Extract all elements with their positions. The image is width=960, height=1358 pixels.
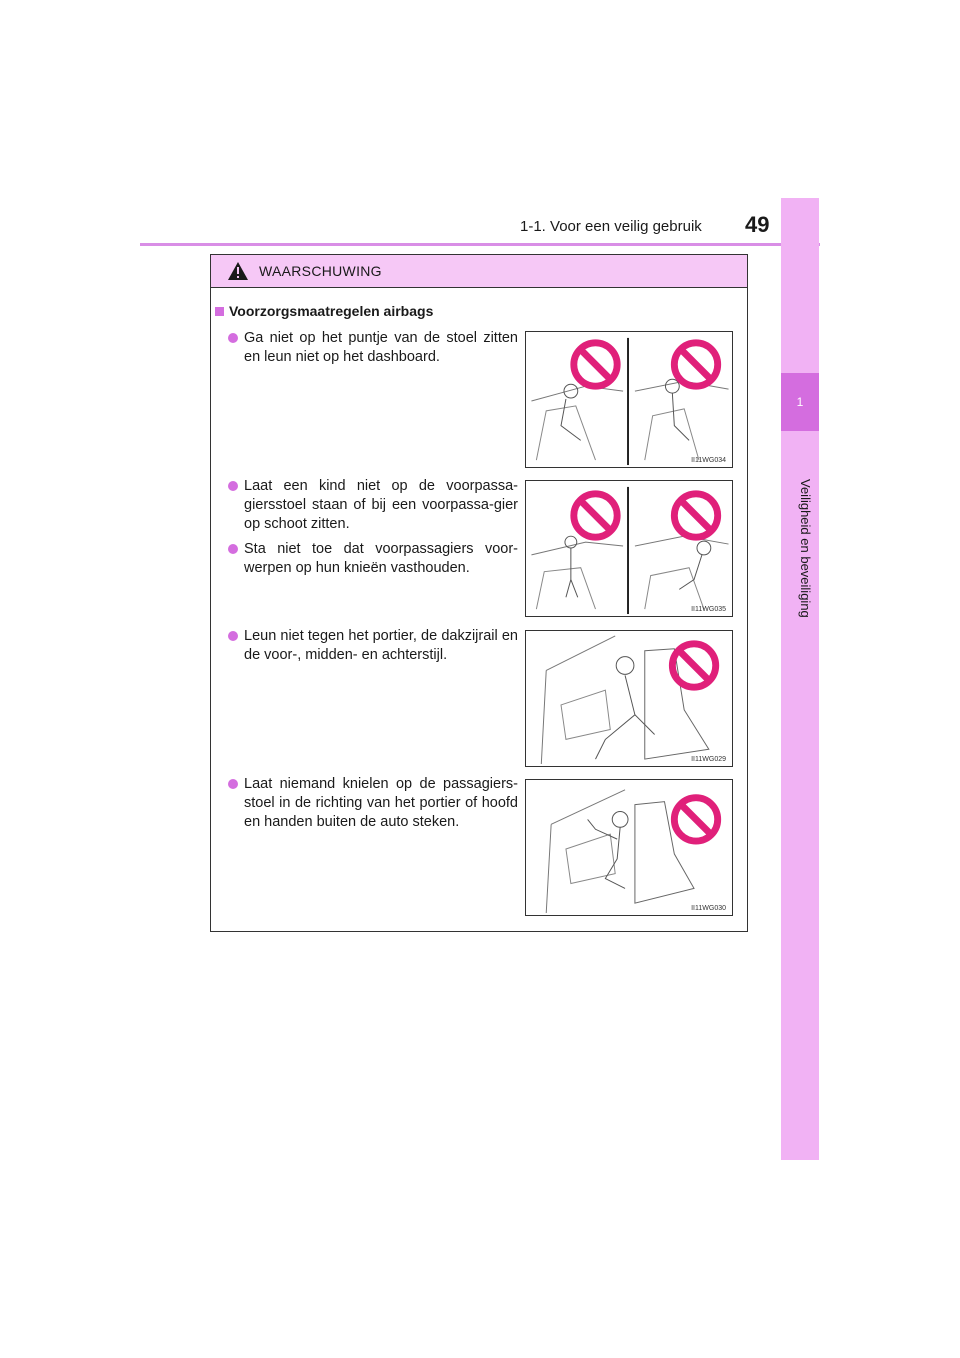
bullet-item: Ga niet op het puntje van de stoel zitten en leun niet op het dashboard. (228, 329, 518, 367)
square-bullet-icon (215, 307, 224, 316)
bullet-group-2 (228, 477, 518, 584)
figure-code: II11WG029 (691, 756, 726, 763)
warning-heading: WAARSCHUWING (259, 263, 382, 279)
bullet-item: Laat niemand knielen op de passagiers-stoel in de richting van het portier of hoofd en handen buiten de auto steken. (228, 775, 518, 832)
figure-code: II11WG030 (691, 905, 726, 912)
warning-triangle-icon (227, 261, 249, 281)
header-rule (140, 243, 820, 246)
bullet-dot-icon (228, 544, 238, 554)
bullet-dot-icon (228, 333, 238, 343)
chapter-side-tab (781, 198, 819, 1160)
illustration-1 (525, 331, 733, 468)
figure-code: II11WG035 (691, 606, 726, 613)
page-number: 49 (745, 212, 770, 237)
bullet-dot-icon (228, 779, 238, 789)
bullet-item: Sta niet toe dat voorpassagiers voor-werpen op hun knieën vasthouden. (228, 540, 518, 578)
section-title-text: Voorzorgsmaatregelen airbags (229, 303, 434, 319)
no-leaning-dashboard-illustration (526, 332, 732, 467)
bullet-item: Leun niet tegen het portier, de dakzijrail en de voor-, midden- en achterstijl. (228, 627, 518, 665)
no-kneeling-illustration (526, 780, 732, 915)
bullet-group-4 (228, 775, 518, 838)
warning-header (211, 255, 747, 288)
bullet-group-1 (228, 329, 518, 373)
bullet-item: Laat een kind niet op de voorpassa-giersstoel staan of bij een voorpassa-gier op schoot zitten. (228, 477, 518, 534)
illustration-2 (525, 480, 733, 617)
no-child-standing-illustration (526, 481, 732, 616)
chapter-number: 1 (781, 373, 819, 431)
illustration-3 (525, 630, 733, 767)
chapter-label: Veiligheid en beveiliging (798, 478, 813, 618)
figure-code: II11WG034 (691, 457, 726, 464)
illustration-4 (525, 779, 733, 916)
section-title (215, 303, 433, 319)
bullet-group-3 (228, 627, 518, 671)
bullet-dot-icon (228, 481, 238, 491)
no-leaning-door-illustration (526, 631, 732, 766)
section-header: 1-1. Voor een veilig gebruik (520, 218, 702, 235)
bullet-dot-icon (228, 631, 238, 641)
warning-box (210, 254, 748, 932)
